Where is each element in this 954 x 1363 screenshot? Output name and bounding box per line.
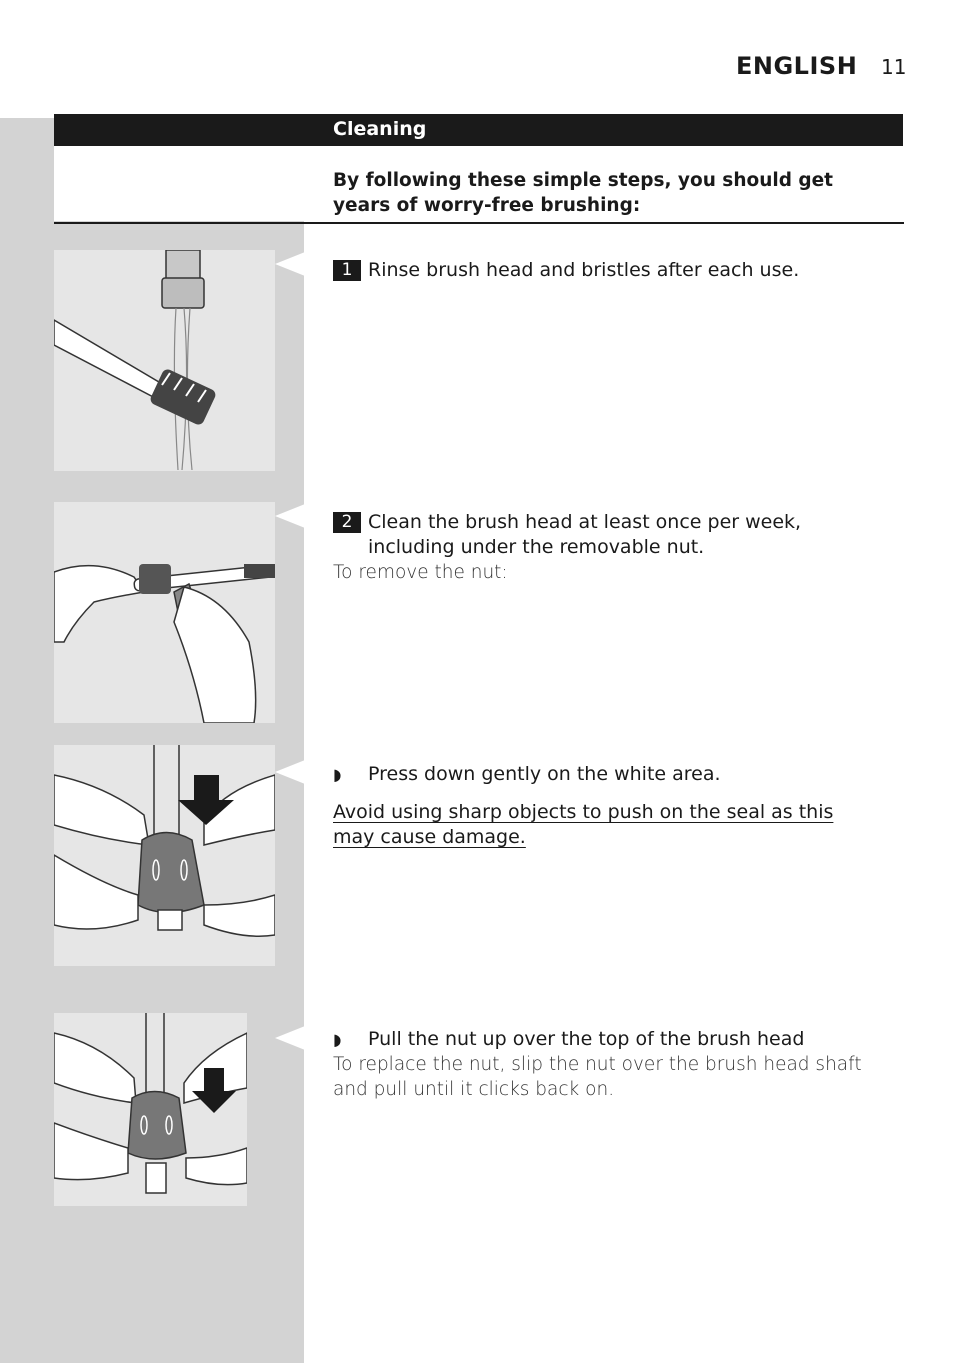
section-intro: By following these simple steps, you should get years of worry-free brushing:	[333, 170, 834, 216]
rinse-brush-under-tap-illustration	[54, 250, 275, 471]
bullet-icon: ◗	[333, 1030, 342, 1049]
step-text: Rinse brush head and bristles after each use.	[368, 259, 800, 281]
hands-holding-brush-head-illustration	[54, 502, 275, 723]
page-number: 11	[881, 55, 907, 79]
section-title: Cleaning	[333, 118, 427, 140]
step-1	[333, 258, 893, 283]
step2-pointer	[275, 504, 305, 528]
bullet1-pointer	[275, 760, 305, 784]
bullet2-pointer	[275, 1026, 305, 1050]
step-number: 1	[333, 260, 361, 281]
divider	[54, 222, 904, 224]
pull-nut-up-illustration	[54, 1013, 247, 1206]
language-header: ENGLISH	[736, 52, 858, 80]
step-subtext: To remove the nut:	[333, 562, 508, 583]
bullet-icon: ◗	[333, 765, 342, 784]
step-number: 2	[333, 512, 361, 533]
bullet-subtext: To replace the nut, slip the nut over the brush head shaft and pull until it clicks back on.	[333, 1054, 862, 1100]
press-down-nut-illustration	[54, 745, 275, 966]
step-text: Clean the brush head at least once per week, including under the removable nut.	[368, 511, 802, 558]
step1-pointer	[275, 252, 305, 276]
bullet-press-down	[333, 762, 893, 787]
header-spacer	[54, 146, 304, 221]
bullet-text: Press down gently on the white area.	[368, 763, 721, 785]
bullet-text: Pull the nut up over the top of the brush head	[368, 1028, 805, 1050]
bullet-pull-nut	[333, 1027, 893, 1102]
warning-note: Avoid using sharp objects to push on the seal as this may cause damage.	[333, 801, 834, 848]
section-bar	[54, 114, 903, 146]
step-2	[333, 510, 893, 585]
